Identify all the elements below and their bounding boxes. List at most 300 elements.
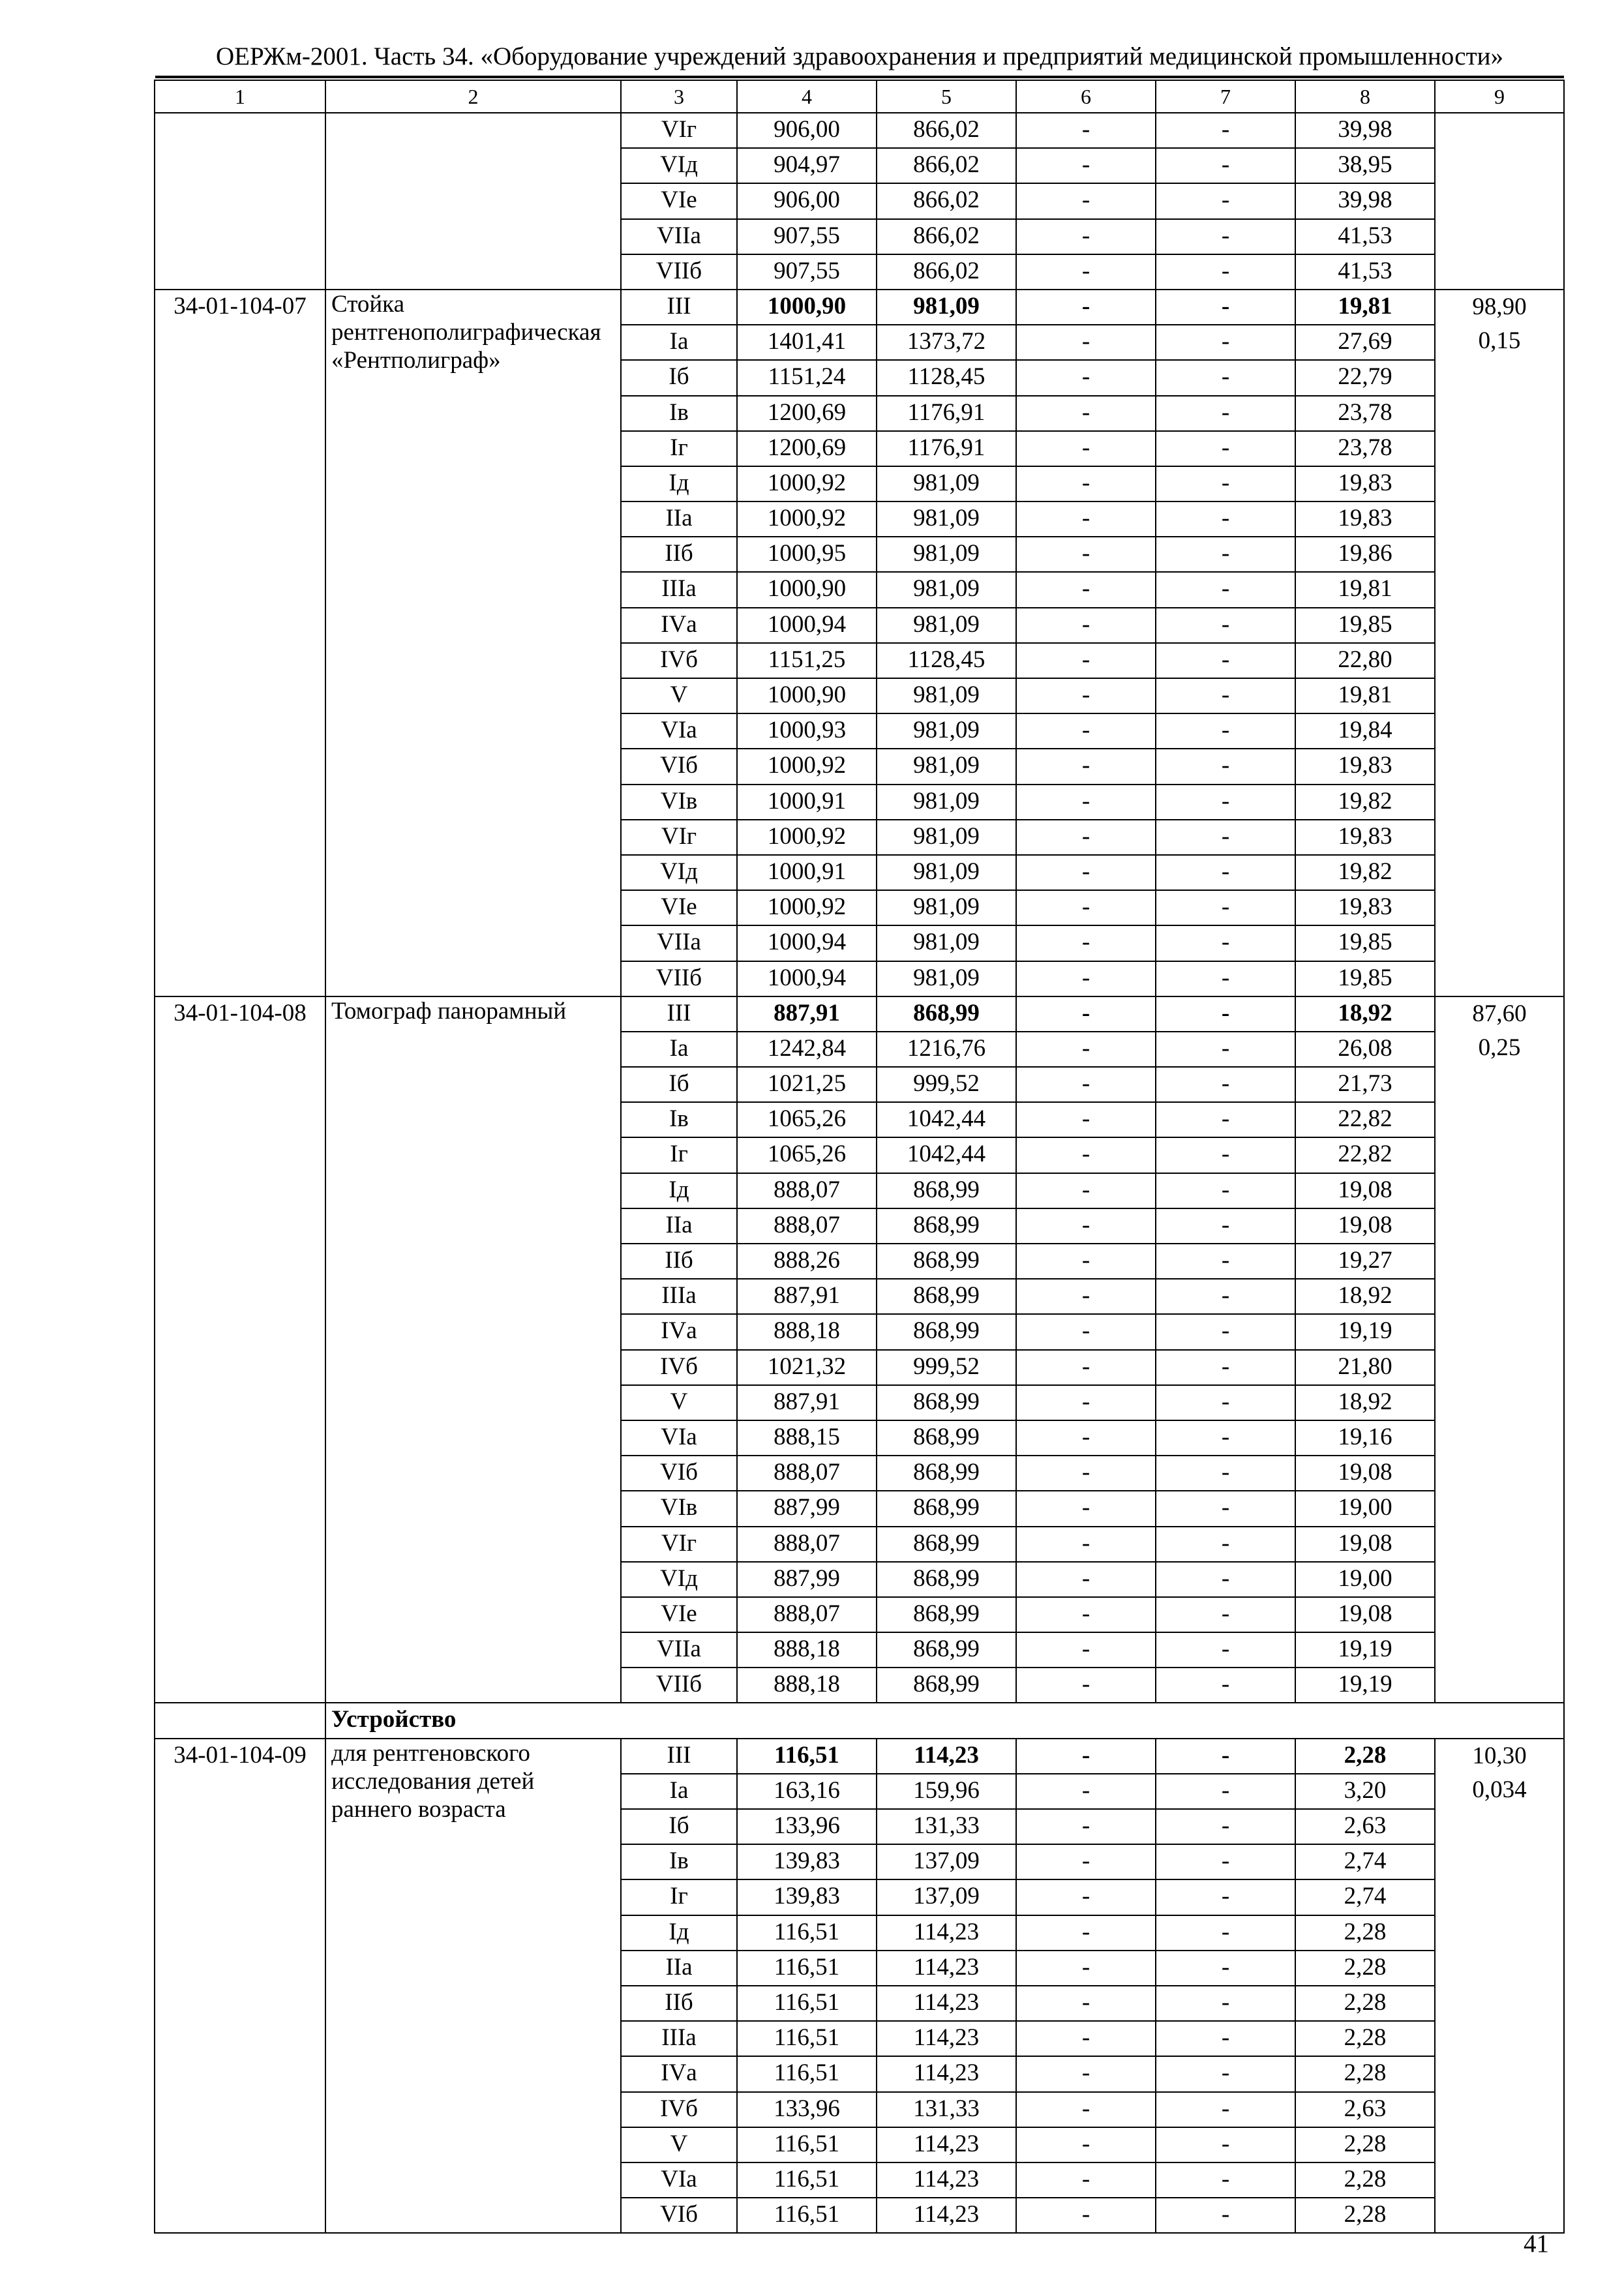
cell-col-7: - (1156, 1809, 1295, 1844)
cell-col-3: Iв (621, 1844, 737, 1879)
cell-col-6: - (1016, 1809, 1156, 1844)
cell-col-3: IVб (621, 1350, 737, 1385)
cell-col-6: - (1016, 1279, 1156, 1314)
col9-value: 98,90 (1472, 293, 1527, 320)
cell-col-5: 868,99 (877, 1597, 1016, 1632)
cell-col-5: 868,99 (877, 1420, 1016, 1456)
cell-col-7: - (1156, 1632, 1295, 1668)
cell-col-3: VIIб (621, 961, 737, 996)
cell-col-6: - (1016, 2127, 1156, 2162)
cell-col-8: 19,81 (1295, 678, 1435, 713)
item-name (325, 1739, 621, 2234)
cell-col-6: - (1016, 1986, 1156, 2021)
cell-col-3: VIе (621, 1597, 737, 1632)
cell-col-6: - (1016, 1067, 1156, 1102)
column-number-2: 2 (325, 80, 621, 113)
cell-col-5: 981,09 (877, 961, 1016, 996)
item-name-line: исследования детей (331, 1767, 535, 1795)
cell-col-3: IIб (621, 1244, 737, 1279)
cell-col-5: 868,99 (877, 1244, 1016, 1279)
cell-col-3: IVб (621, 2092, 737, 2127)
cell-col-7: - (1156, 396, 1295, 431)
cell-col-4: 1000,92 (737, 749, 877, 784)
cell-col-5: 999,52 (877, 1067, 1016, 1102)
cell-col-6: - (1016, 537, 1156, 572)
cell-col-5: 999,52 (877, 1350, 1016, 1385)
cell-col-3: IIб (621, 1986, 737, 2021)
cell-col-3: Iб (621, 1067, 737, 1102)
cell-col-4: 1065,26 (737, 1137, 877, 1173)
cell-col-8: 18,92 (1295, 1279, 1435, 1314)
cell-col-7: - (1156, 1879, 1295, 1915)
cell-col-7: - (1156, 1244, 1295, 1279)
cell-col-6: - (1016, 749, 1156, 784)
cell-col-8: 2,28 (1295, 2127, 1435, 2162)
cell-col-5: 114,23 (877, 2021, 1016, 2056)
cell-col-8: 19,83 (1295, 820, 1435, 855)
cell-col-5: 114,23 (877, 2198, 1016, 2233)
cell-col-8: 19,19 (1295, 1314, 1435, 1349)
cell-col-6: - (1016, 183, 1156, 218)
cell-col-5: 868,99 (877, 1491, 1016, 1526)
cell-col-5: 868,99 (877, 1173, 1016, 1208)
cell-col-3: Iд (621, 1173, 737, 1208)
cell-col-6: - (1016, 2198, 1156, 2233)
column-number-1: 1 (155, 80, 325, 113)
cell-col-8: 22,82 (1295, 1102, 1435, 1137)
cell-col-4: 1000,90 (737, 678, 877, 713)
column-number-8: 8 (1295, 80, 1435, 113)
cell-col-7: - (1156, 2092, 1295, 2127)
cell-col-8: 19,19 (1295, 1668, 1435, 1703)
page-header: ОЕРЖм-2001. Часть 34. «Оборудование учреждений здравоохранения и предприятий медицинской промышленности» (155, 40, 1564, 78)
cell-col-3: VIд (621, 1562, 737, 1597)
cell-col-6: - (1016, 890, 1156, 925)
cell-col-8: 19,81 (1295, 290, 1435, 325)
cell-col-7: - (1156, 1420, 1295, 1456)
cell-col-7: - (1156, 1951, 1295, 1986)
cell-col-4: 1000,93 (737, 713, 877, 749)
cell-col-5: 981,09 (877, 466, 1016, 501)
cell-col-6: - (1016, 1668, 1156, 1703)
cell-col-7: - (1156, 2127, 1295, 2162)
section-title: Устройство (325, 1703, 1564, 1738)
cell-col-3: VIб (621, 749, 737, 784)
cell-col-7: - (1156, 678, 1295, 713)
cell-col-3: IIIа (621, 1279, 737, 1314)
cell-col-6: - (1016, 1173, 1156, 1208)
price-table (154, 80, 1565, 2234)
cell-col-8: 2,28 (1295, 2162, 1435, 2198)
cell-col-7: - (1156, 1668, 1295, 1703)
cell-col-3: Iд (621, 466, 737, 501)
cell-col-5: 1176,91 (877, 431, 1016, 466)
section-empty-cell (155, 1703, 325, 1738)
cell-col-3: VIг (621, 820, 737, 855)
cell-col-8: 21,73 (1295, 1067, 1435, 1102)
cell-col-6: - (1016, 501, 1156, 537)
column-number-5: 5 (877, 80, 1016, 113)
cell-col-3: Iа (621, 1774, 737, 1809)
cell-col-6: - (1016, 466, 1156, 501)
cell-col-4: 888,15 (737, 1420, 877, 1456)
cell-col-6: - (1016, 2056, 1156, 2091)
cell-col-4: 888,07 (737, 1527, 877, 1562)
cell-col-4: 1000,94 (737, 608, 877, 643)
cell-col-3: VIв (621, 785, 737, 820)
cell-col-7: - (1156, 961, 1295, 996)
cell-col-3: Iв (621, 396, 737, 431)
cell-col-8: 26,08 (1295, 1032, 1435, 1067)
cell-col-4: 1000,90 (737, 572, 877, 607)
cell-col-5: 868,99 (877, 1456, 1016, 1491)
cell-col-5: 866,02 (877, 183, 1016, 218)
column-number-3: 3 (621, 80, 737, 113)
cell-col-6: - (1016, 785, 1156, 820)
cell-col-7: - (1156, 608, 1295, 643)
cell-col-8: 19,82 (1295, 785, 1435, 820)
item-col9 (1435, 1739, 1564, 2234)
cell-col-7: - (1156, 254, 1295, 290)
cell-col-3: VIа (621, 2162, 737, 2198)
cell-col-7: - (1156, 431, 1295, 466)
cell-col-7: - (1156, 360, 1295, 395)
cell-col-8: 19,83 (1295, 890, 1435, 925)
cell-col-4: 888,07 (737, 1208, 877, 1244)
cell-col-4: 133,96 (737, 1809, 877, 1844)
cell-col-5: 981,09 (877, 820, 1016, 855)
cell-col-3: Iб (621, 1809, 737, 1844)
cell-col-8: 19,08 (1295, 1208, 1435, 1244)
cell-col-4: 1200,69 (737, 396, 877, 431)
cell-col-7: - (1156, 113, 1295, 148)
cell-col-4: 887,91 (737, 1385, 877, 1420)
cell-col-5: 868,99 (877, 1632, 1016, 1668)
cell-col-7: - (1156, 572, 1295, 607)
cell-col-4: 116,51 (737, 1986, 877, 2021)
cell-col-4: 888,18 (737, 1668, 877, 1703)
cell-col-6: - (1016, 1420, 1156, 1456)
cell-col-6: - (1016, 1491, 1156, 1526)
cell-col-3: IIб (621, 537, 737, 572)
cell-col-3: IIIа (621, 2021, 737, 2056)
cell-col-5: 114,23 (877, 2127, 1016, 2162)
cell-col-3: VIг (621, 113, 737, 148)
cell-col-5: 1373,72 (877, 325, 1016, 360)
cell-col-8: 2,28 (1295, 1915, 1435, 1951)
cell-col-8: 41,53 (1295, 254, 1435, 290)
cell-col-3: V (621, 2127, 737, 2162)
cell-col-8: 2,28 (1295, 2021, 1435, 2056)
cell-col-5: 114,23 (877, 1739, 1016, 1774)
cell-col-6: - (1016, 1879, 1156, 1915)
cell-col-6: - (1016, 1385, 1156, 1420)
cell-col-4: 116,51 (737, 1915, 877, 1951)
cell-col-4: 1151,24 (737, 360, 877, 395)
cell-col-5: 981,09 (877, 608, 1016, 643)
cell-col-5: 981,09 (877, 925, 1016, 961)
cell-col-8: 19,83 (1295, 466, 1435, 501)
cell-col-4: 1065,26 (737, 1102, 877, 1137)
cell-col-5: 114,23 (877, 2056, 1016, 2091)
cell-col-7: - (1156, 183, 1295, 218)
col9-value: 0,25 (1478, 1034, 1521, 1061)
cell-col-6: - (1016, 925, 1156, 961)
column-number-6: 6 (1016, 80, 1156, 113)
cell-col-7: - (1156, 1314, 1295, 1349)
cell-col-6: - (1016, 1350, 1156, 1385)
cell-col-8: 19,86 (1295, 537, 1435, 572)
item-name-line: Томограф панорамный (331, 997, 567, 1025)
cell-col-8: 39,98 (1295, 183, 1435, 218)
cell-col-5: 981,09 (877, 890, 1016, 925)
cell-col-4: 1021,32 (737, 1350, 877, 1385)
cell-col-5: 131,33 (877, 2092, 1016, 2127)
table-row (155, 996, 1564, 1032)
col9-value: 10,30 (1472, 1742, 1527, 1769)
cell-col-4: 116,51 (737, 2162, 877, 2198)
cell-col-3: VIIб (621, 254, 737, 290)
cell-col-7: - (1156, 2021, 1295, 2056)
cell-col-6: - (1016, 1597, 1156, 1632)
cell-col-3: VIд (621, 148, 737, 183)
cell-col-3: VIIа (621, 219, 737, 254)
cell-col-4: 907,55 (737, 219, 877, 254)
cell-col-8: 19,85 (1295, 925, 1435, 961)
cell-col-6: - (1016, 1632, 1156, 1668)
cell-col-8: 39,98 (1295, 113, 1435, 148)
cell-col-8: 2,28 (1295, 1739, 1435, 1774)
cell-col-6: - (1016, 1102, 1156, 1137)
cell-col-5: 114,23 (877, 1951, 1016, 1986)
cell-col-4: 139,83 (737, 1844, 877, 1879)
cell-col-6: - (1016, 1951, 1156, 1986)
cell-col-3: Iд (621, 1915, 737, 1951)
cell-col-3: III (621, 290, 737, 325)
cell-col-4: 1000,94 (737, 961, 877, 996)
cell-col-7: - (1156, 290, 1295, 325)
cell-col-8: 2,28 (1295, 2198, 1435, 2233)
cell-col-3: VIIа (621, 1632, 737, 1668)
cell-col-5: 137,09 (877, 1844, 1016, 1879)
cell-col-8: 19,85 (1295, 608, 1435, 643)
cell-col-3: VIе (621, 183, 737, 218)
cell-col-5: 868,99 (877, 996, 1016, 1032)
cell-col-8: 2,63 (1295, 2092, 1435, 2127)
cell-col-4: 116,51 (737, 2056, 877, 2091)
cell-col-8: 18,92 (1295, 1385, 1435, 1420)
cell-col-7: - (1156, 1597, 1295, 1632)
cell-col-5: 866,02 (877, 254, 1016, 290)
cell-col-5: 868,99 (877, 1527, 1016, 1562)
cell-col-8: 2,74 (1295, 1844, 1435, 1879)
cell-col-4: 888,18 (737, 1632, 877, 1668)
cell-col-5: 866,02 (877, 148, 1016, 183)
cell-col-4: 906,00 (737, 183, 877, 218)
cell-col-3: VIIа (621, 925, 737, 961)
cell-col-8: 19,19 (1295, 1632, 1435, 1668)
cell-col-6: - (1016, 1844, 1156, 1879)
cell-col-3: V (621, 1385, 737, 1420)
cell-col-6: - (1016, 396, 1156, 431)
cell-col-5: 868,99 (877, 1668, 1016, 1703)
section-row (155, 1703, 1564, 1738)
cell-col-8: 27,69 (1295, 325, 1435, 360)
cell-col-3: Iб (621, 360, 737, 395)
item-col9 (1435, 113, 1564, 290)
cell-col-3: IIIа (621, 572, 737, 607)
cell-col-4: 1021,25 (737, 1067, 877, 1102)
cell-col-5: 114,23 (877, 1915, 1016, 1951)
column-number-9: 9 (1435, 80, 1564, 113)
cell-col-6: - (1016, 996, 1156, 1032)
cell-col-4: 116,51 (737, 2127, 877, 2162)
cell-col-5: 1176,91 (877, 396, 1016, 431)
cell-col-6: - (1016, 1527, 1156, 1562)
cell-col-4: 116,51 (737, 1739, 877, 1774)
cell-col-4: 1000,92 (737, 820, 877, 855)
cell-col-3: IVа (621, 608, 737, 643)
item-code: 34-01-104-08 (155, 996, 325, 1703)
cell-col-7: - (1156, 1491, 1295, 1526)
cell-col-6: - (1016, 325, 1156, 360)
cell-col-4: 906,00 (737, 113, 877, 148)
cell-col-6: - (1016, 1314, 1156, 1349)
cell-col-7: - (1156, 890, 1295, 925)
cell-col-5: 1042,44 (877, 1137, 1016, 1173)
cell-col-7: - (1156, 1350, 1295, 1385)
cell-col-4: 888,07 (737, 1456, 877, 1491)
cell-col-6: - (1016, 2162, 1156, 2198)
cell-col-8: 18,92 (1295, 996, 1435, 1032)
cell-col-5: 981,09 (877, 537, 1016, 572)
cell-col-5: 1128,45 (877, 643, 1016, 678)
item-name-line: для рентгеновского (331, 1739, 530, 1767)
cell-col-3: VIд (621, 855, 737, 890)
cell-col-4: 1000,92 (737, 466, 877, 501)
cell-col-5: 981,09 (877, 785, 1016, 820)
cell-col-7: - (1156, 996, 1295, 1032)
cell-col-7: - (1156, 1456, 1295, 1491)
cell-col-7: - (1156, 1032, 1295, 1067)
cell-col-3: VIв (621, 1491, 737, 1526)
col9-value: 87,60 (1472, 1000, 1527, 1027)
cell-col-3: VIг (621, 1527, 737, 1562)
cell-col-8: 3,20 (1295, 1774, 1435, 1809)
cell-col-8: 19,82 (1295, 855, 1435, 890)
cell-col-5: 866,02 (877, 113, 1016, 148)
cell-col-5: 114,23 (877, 2162, 1016, 2198)
cell-col-4: 907,55 (737, 254, 877, 290)
cell-col-3: VIа (621, 1420, 737, 1456)
cell-col-5: 114,23 (877, 1986, 1016, 2021)
column-number-7: 7 (1156, 80, 1295, 113)
cell-col-8: 22,79 (1295, 360, 1435, 395)
cell-col-7: - (1156, 820, 1295, 855)
cell-col-7: - (1156, 713, 1295, 749)
cell-col-7: - (1156, 1915, 1295, 1951)
cell-col-5: 866,02 (877, 219, 1016, 254)
cell-col-4: 1242,84 (737, 1032, 877, 1067)
cell-col-7: - (1156, 749, 1295, 784)
cell-col-5: 981,09 (877, 572, 1016, 607)
cell-col-6: - (1016, 820, 1156, 855)
cell-col-8: 2,28 (1295, 1986, 1435, 2021)
cell-col-6: - (1016, 1244, 1156, 1279)
cell-col-3: VIе (621, 890, 737, 925)
cell-col-6: - (1016, 961, 1156, 996)
cell-col-7: - (1156, 643, 1295, 678)
cell-col-5: 868,99 (877, 1314, 1016, 1349)
cell-col-5: 868,99 (877, 1279, 1016, 1314)
item-code: 34-01-104-09 (155, 1739, 325, 2234)
cell-col-7: - (1156, 219, 1295, 254)
cell-col-6: - (1016, 1915, 1156, 1951)
cell-col-3: Iв (621, 1102, 737, 1137)
cell-col-8: 2,28 (1295, 2056, 1435, 2091)
cell-col-4: 888,07 (737, 1173, 877, 1208)
cell-col-3: IVа (621, 2056, 737, 2091)
cell-col-3: VIа (621, 713, 737, 749)
cell-col-7: - (1156, 1173, 1295, 1208)
item-name-line: «Рентполиграф» (331, 346, 501, 374)
cell-col-4: 133,96 (737, 2092, 877, 2127)
table-row (155, 113, 1564, 148)
cell-col-4: 1000,90 (737, 290, 877, 325)
item-name (325, 113, 621, 290)
cell-col-6: - (1016, 643, 1156, 678)
cell-col-8: 19,81 (1295, 572, 1435, 607)
cell-col-6: - (1016, 1456, 1156, 1491)
cell-col-7: - (1156, 2056, 1295, 2091)
cell-col-8: 23,78 (1295, 396, 1435, 431)
item-name (325, 996, 621, 1703)
cell-col-4: 887,91 (737, 1279, 877, 1314)
cell-col-7: - (1156, 325, 1295, 360)
item-name-line: рентгенополиграфическая (331, 318, 601, 346)
cell-col-4: 116,51 (737, 1951, 877, 1986)
cell-col-3: IIа (621, 1208, 737, 1244)
page-number: 41 (1524, 2230, 1549, 2258)
cell-col-6: - (1016, 678, 1156, 713)
item-code: 34-01-104-07 (155, 290, 325, 996)
cell-col-6: - (1016, 254, 1156, 290)
cell-col-8: 19,16 (1295, 1420, 1435, 1456)
cell-col-5: 981,09 (877, 855, 1016, 890)
cell-col-6: - (1016, 219, 1156, 254)
cell-col-4: 1000,91 (737, 785, 877, 820)
col9-value: 0,034 (1472, 1776, 1527, 1803)
cell-col-6: - (1016, 713, 1156, 749)
cell-col-4: 888,07 (737, 1597, 877, 1632)
cell-col-7: - (1156, 1279, 1295, 1314)
cell-col-4: 904,97 (737, 148, 877, 183)
cell-col-4: 888,26 (737, 1244, 877, 1279)
cell-col-8: 2,28 (1295, 1951, 1435, 1986)
cell-col-4: 1000,95 (737, 537, 877, 572)
cell-col-4: 1401,41 (737, 325, 877, 360)
cell-col-3: VIб (621, 1456, 737, 1491)
cell-col-4: 1151,25 (737, 643, 877, 678)
cell-col-7: - (1156, 537, 1295, 572)
cell-col-4: 888,18 (737, 1314, 877, 1349)
cell-col-4: 139,83 (737, 1879, 877, 1915)
cell-col-6: - (1016, 2092, 1156, 2127)
cell-col-8: 22,80 (1295, 643, 1435, 678)
cell-col-4: 887,91 (737, 996, 877, 1032)
cell-col-4: 1000,92 (737, 501, 877, 537)
cell-col-7: - (1156, 855, 1295, 890)
